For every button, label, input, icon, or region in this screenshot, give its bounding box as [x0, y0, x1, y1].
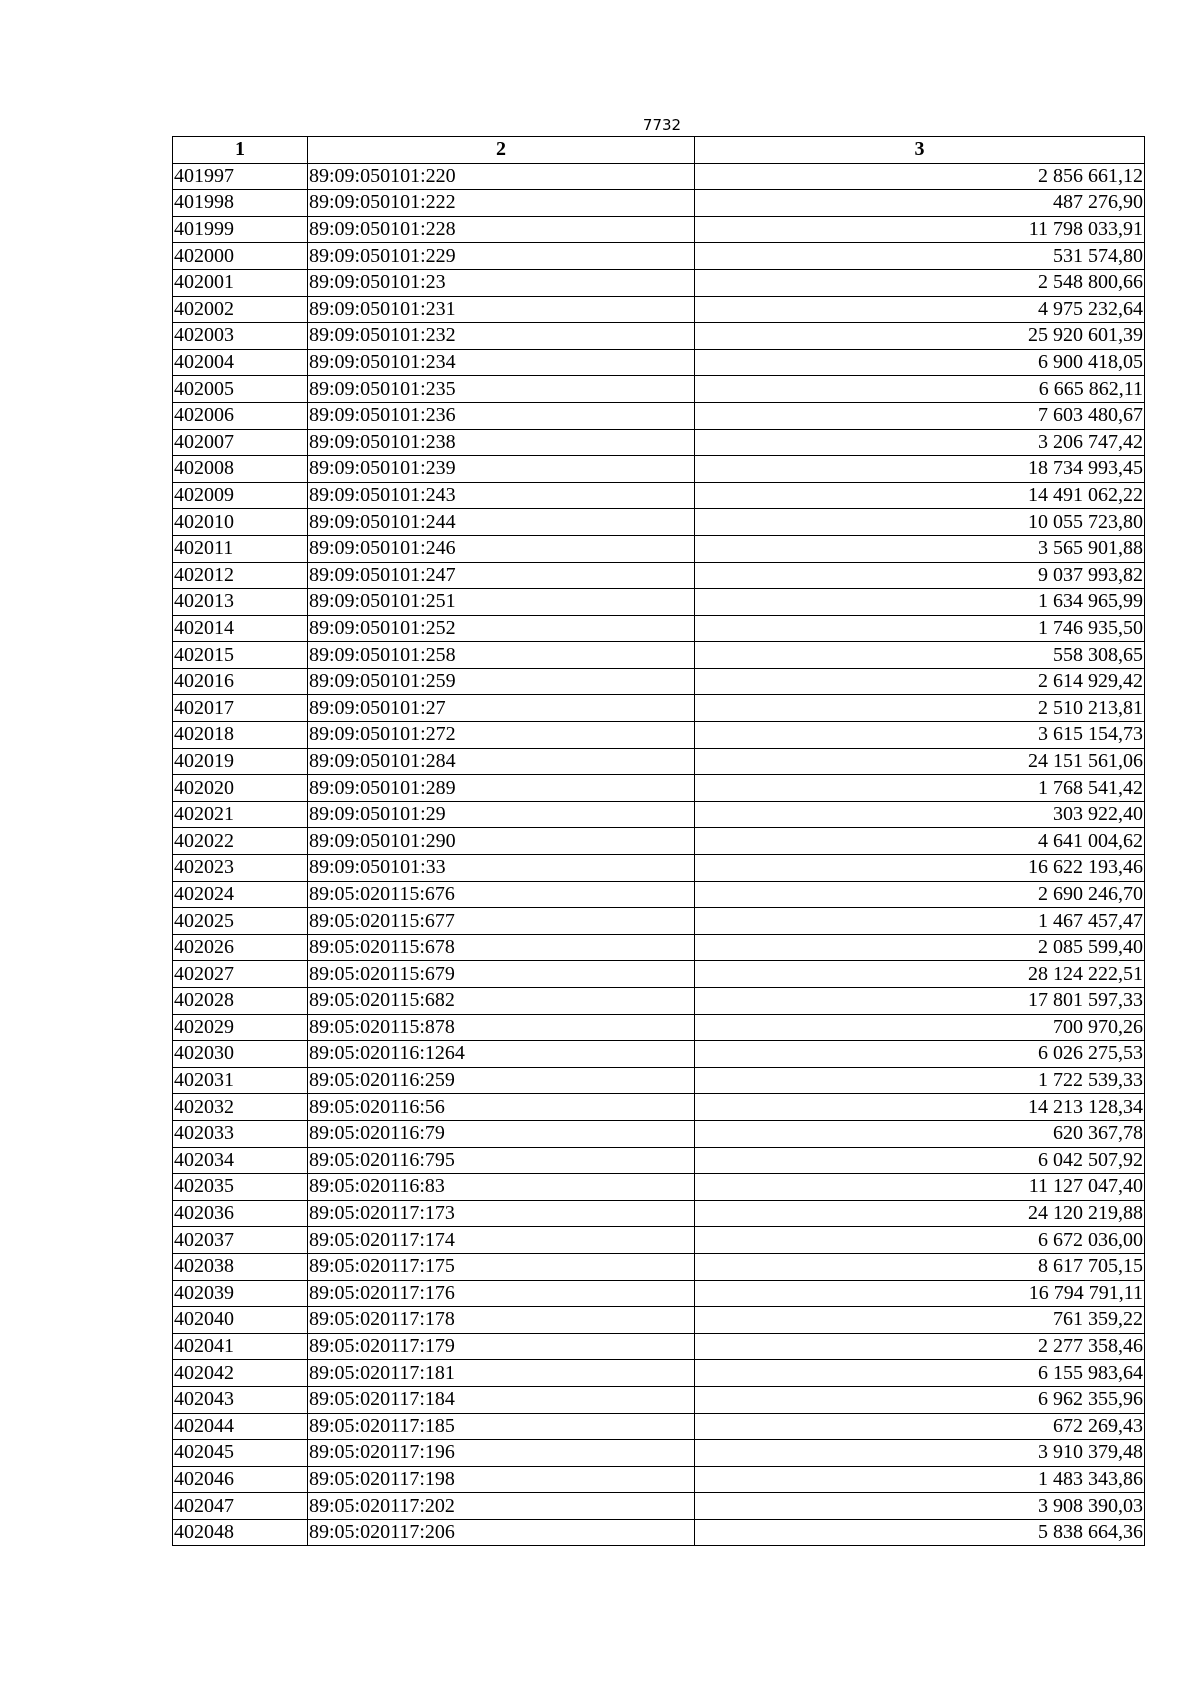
cadastral-number-cell: 89:05:020116:83 — [308, 1174, 695, 1201]
value-cell: 2 856 661,12 — [695, 163, 1145, 190]
row-number-cell: 402047 — [173, 1493, 308, 1520]
row-number-cell: 402000 — [173, 243, 308, 270]
row-number-cell: 402027 — [173, 961, 308, 988]
row-number-cell: 402008 — [173, 456, 308, 483]
value-cell: 2 085 599,40 — [695, 934, 1145, 961]
cadastral-number-cell: 89:05:020115:682 — [308, 988, 695, 1015]
table-row — [173, 456, 1145, 483]
cadastral-number-cell: 89:09:050101:235 — [308, 376, 695, 403]
row-number-cell: 402031 — [173, 1067, 308, 1094]
row-number-cell: 402041 — [173, 1333, 308, 1360]
row-number-cell: 402025 — [173, 908, 308, 935]
value-cell: 24 120 219,88 — [695, 1200, 1145, 1227]
table-row — [173, 855, 1145, 882]
value-cell: 1 467 457,47 — [695, 908, 1145, 935]
cadastral-number-cell: 89:09:050101:284 — [308, 748, 695, 775]
table-row — [173, 243, 1145, 270]
table-row — [173, 1014, 1145, 1041]
row-number-cell: 402043 — [173, 1386, 308, 1413]
cadastral-number-cell: 89:09:050101:290 — [308, 828, 695, 855]
data-table — [172, 136, 1145, 1546]
table-row — [173, 402, 1145, 429]
table-row — [173, 1440, 1145, 1467]
cadastral-number-cell: 89:05:020116:56 — [308, 1094, 695, 1121]
row-number-cell: 402014 — [173, 615, 308, 642]
value-cell: 3 206 747,42 — [695, 429, 1145, 456]
cadastral-number-cell: 89:05:020117:202 — [308, 1493, 695, 1520]
row-number-cell: 401997 — [173, 163, 308, 190]
value-cell: 14 213 128,34 — [695, 1094, 1145, 1121]
value-cell: 6 900 418,05 — [695, 349, 1145, 376]
table-row — [173, 1493, 1145, 1520]
table-row — [173, 296, 1145, 323]
row-number-cell: 402039 — [173, 1280, 308, 1307]
row-number-cell: 402018 — [173, 722, 308, 749]
row-number-cell: 401998 — [173, 190, 308, 217]
table-row — [173, 988, 1145, 1015]
value-cell: 2 690 246,70 — [695, 881, 1145, 908]
cadastral-number-cell: 89:09:050101:244 — [308, 509, 695, 536]
cadastral-number-cell: 89:09:050101:231 — [308, 296, 695, 323]
cadastral-number-cell: 89:09:050101:236 — [308, 402, 695, 429]
table-row — [173, 323, 1145, 350]
row-number-cell: 402007 — [173, 429, 308, 456]
table-row — [173, 1094, 1145, 1121]
cadastral-number-cell: 89:05:020117:174 — [308, 1227, 695, 1254]
row-number-cell: 402016 — [173, 668, 308, 695]
value-cell: 5 838 664,36 — [695, 1519, 1145, 1546]
cadastral-number-cell: 89:09:050101:252 — [308, 615, 695, 642]
table-row — [173, 190, 1145, 217]
table-row — [173, 615, 1145, 642]
value-cell: 487 276,90 — [695, 190, 1145, 217]
table-body — [173, 163, 1145, 1546]
row-number-cell: 402024 — [173, 881, 308, 908]
column-header-3: 3 — [695, 137, 1145, 164]
cadastral-number-cell: 89:09:050101:289 — [308, 775, 695, 802]
row-number-cell: 402009 — [173, 482, 308, 509]
table-row — [173, 429, 1145, 456]
row-number-cell: 402046 — [173, 1466, 308, 1493]
table-row — [173, 828, 1145, 855]
table-row — [173, 376, 1145, 403]
table-row — [173, 1386, 1145, 1413]
cadastral-number-cell: 89:05:020115:878 — [308, 1014, 695, 1041]
value-cell: 16 622 193,46 — [695, 855, 1145, 882]
value-cell: 14 491 062,22 — [695, 482, 1145, 509]
cadastral-number-cell: 89:09:050101:259 — [308, 668, 695, 695]
value-cell: 7 603 480,67 — [695, 402, 1145, 429]
table-row — [173, 535, 1145, 562]
value-cell: 4 975 232,64 — [695, 296, 1145, 323]
row-number-cell: 402045 — [173, 1440, 308, 1467]
table-row — [173, 881, 1145, 908]
cadastral-number-cell: 89:05:020117:173 — [308, 1200, 695, 1227]
cadastral-number-cell: 89:09:050101:234 — [308, 349, 695, 376]
value-cell: 6 026 275,53 — [695, 1041, 1145, 1068]
table-row — [173, 1360, 1145, 1387]
row-number-cell: 402019 — [173, 748, 308, 775]
page-number: 7732 — [642, 116, 682, 134]
value-cell: 2 510 213,81 — [695, 695, 1145, 722]
table-row — [173, 509, 1145, 536]
row-number-cell: 402017 — [173, 695, 308, 722]
value-cell: 3 910 379,48 — [695, 1440, 1145, 1467]
value-cell: 303 922,40 — [695, 801, 1145, 828]
value-cell: 672 269,43 — [695, 1413, 1145, 1440]
row-number-cell: 402023 — [173, 855, 308, 882]
cadastral-number-cell: 89:09:050101:27 — [308, 695, 695, 722]
table-row — [173, 589, 1145, 616]
value-cell: 6 155 983,64 — [695, 1360, 1145, 1387]
row-number-cell: 402038 — [173, 1253, 308, 1280]
row-number-cell: 402006 — [173, 402, 308, 429]
value-cell: 25 920 601,39 — [695, 323, 1145, 350]
cadastral-number-cell: 89:09:050101:222 — [308, 190, 695, 217]
cadastral-number-cell: 89:05:020117:185 — [308, 1413, 695, 1440]
cadastral-number-cell: 89:05:020117:198 — [308, 1466, 695, 1493]
value-cell: 2 614 929,42 — [695, 668, 1145, 695]
table-row — [173, 775, 1145, 802]
table-row — [173, 934, 1145, 961]
cadastral-number-cell: 89:05:020117:175 — [308, 1253, 695, 1280]
value-cell: 1 634 965,99 — [695, 589, 1145, 616]
value-cell: 18 734 993,45 — [695, 456, 1145, 483]
table-row — [173, 1147, 1145, 1174]
cadastral-number-cell: 89:09:050101:33 — [308, 855, 695, 882]
table-row — [173, 1307, 1145, 1334]
row-number-cell: 402030 — [173, 1041, 308, 1068]
cadastral-number-cell: 89:05:020116:79 — [308, 1120, 695, 1147]
row-number-cell: 402003 — [173, 323, 308, 350]
row-number-cell: 402010 — [173, 509, 308, 536]
value-cell: 10 055 723,80 — [695, 509, 1145, 536]
value-cell: 531 574,80 — [695, 243, 1145, 270]
row-number-cell: 402040 — [173, 1307, 308, 1334]
value-cell: 6 665 862,11 — [695, 376, 1145, 403]
table-row — [173, 1253, 1145, 1280]
table-row — [173, 482, 1145, 509]
value-cell: 16 794 791,11 — [695, 1280, 1145, 1307]
table-row — [173, 722, 1145, 749]
table-row — [173, 216, 1145, 243]
row-number-cell: 402044 — [173, 1413, 308, 1440]
table-row — [173, 695, 1145, 722]
value-cell: 24 151 561,06 — [695, 748, 1145, 775]
row-number-cell: 402037 — [173, 1227, 308, 1254]
row-number-cell: 401999 — [173, 216, 308, 243]
value-cell: 2 277 358,46 — [695, 1333, 1145, 1360]
value-cell: 3 565 901,88 — [695, 535, 1145, 562]
row-number-cell: 402012 — [173, 562, 308, 589]
cadastral-number-cell: 89:09:050101:229 — [308, 243, 695, 270]
cadastral-number-cell: 89:09:050101:251 — [308, 589, 695, 616]
row-number-cell: 402036 — [173, 1200, 308, 1227]
value-cell: 9 037 993,82 — [695, 562, 1145, 589]
value-cell: 1 768 541,42 — [695, 775, 1145, 802]
row-number-cell: 402021 — [173, 801, 308, 828]
row-number-cell: 402032 — [173, 1094, 308, 1121]
cadastral-number-cell: 89:05:020115:678 — [308, 934, 695, 961]
value-cell: 4 641 004,62 — [695, 828, 1145, 855]
cadastral-number-cell: 89:09:050101:239 — [308, 456, 695, 483]
row-number-cell: 402022 — [173, 828, 308, 855]
value-cell: 6 672 036,00 — [695, 1227, 1145, 1254]
table-row — [173, 163, 1145, 190]
row-number-cell: 402011 — [173, 535, 308, 562]
table-row — [173, 908, 1145, 935]
header-row — [173, 137, 1145, 164]
value-cell: 17 801 597,33 — [695, 988, 1145, 1015]
cadastral-number-cell: 89:05:020117:196 — [308, 1440, 695, 1467]
row-number-cell: 402042 — [173, 1360, 308, 1387]
value-cell: 3 615 154,73 — [695, 722, 1145, 749]
table-row — [173, 1413, 1145, 1440]
row-number-cell: 402001 — [173, 269, 308, 296]
table-row — [173, 1200, 1145, 1227]
value-cell: 6 042 507,92 — [695, 1147, 1145, 1174]
row-number-cell: 402034 — [173, 1147, 308, 1174]
table-row — [173, 1041, 1145, 1068]
row-number-cell: 402013 — [173, 589, 308, 616]
cadastral-number-cell: 89:05:020116:1264 — [308, 1041, 695, 1068]
table-header — [173, 137, 1145, 164]
table-row — [173, 1333, 1145, 1360]
cadastral-number-cell: 89:09:050101:228 — [308, 216, 695, 243]
value-cell: 11 127 047,40 — [695, 1174, 1145, 1201]
row-number-cell: 402028 — [173, 988, 308, 1015]
value-cell: 1 722 539,33 — [695, 1067, 1145, 1094]
table-row — [173, 1067, 1145, 1094]
column-header-2: 2 — [308, 137, 695, 164]
row-number-cell: 402029 — [173, 1014, 308, 1041]
row-number-cell: 402020 — [173, 775, 308, 802]
cadastral-number-cell: 89:09:050101:232 — [308, 323, 695, 350]
value-cell: 620 367,78 — [695, 1120, 1145, 1147]
table-row — [173, 748, 1145, 775]
cadastral-number-cell: 89:05:020115:679 — [308, 961, 695, 988]
cadastral-number-cell: 89:05:020115:676 — [308, 881, 695, 908]
row-number-cell: 402015 — [173, 642, 308, 669]
table-row — [173, 642, 1145, 669]
table-row — [173, 1466, 1145, 1493]
value-cell: 761 359,22 — [695, 1307, 1145, 1334]
cadastral-number-cell: 89:09:050101:243 — [308, 482, 695, 509]
cadastral-number-cell: 89:09:050101:272 — [308, 722, 695, 749]
row-number-cell: 402033 — [173, 1120, 308, 1147]
cadastral-number-cell: 89:09:050101:23 — [308, 269, 695, 296]
value-cell: 1 483 343,86 — [695, 1466, 1145, 1493]
cadastral-number-cell: 89:09:050101:220 — [308, 163, 695, 190]
cadastral-number-cell: 89:05:020117:206 — [308, 1519, 695, 1546]
value-cell: 6 962 355,96 — [695, 1386, 1145, 1413]
row-number-cell: 402048 — [173, 1519, 308, 1546]
table-row — [173, 668, 1145, 695]
cadastral-number-cell: 89:05:020117:181 — [308, 1360, 695, 1387]
cadastral-number-cell: 89:05:020117:184 — [308, 1386, 695, 1413]
table-row — [173, 1280, 1145, 1307]
row-number-cell: 402035 — [173, 1174, 308, 1201]
table-row — [173, 1120, 1145, 1147]
value-cell: 8 617 705,15 — [695, 1253, 1145, 1280]
table-row — [173, 1519, 1145, 1546]
row-number-cell: 402026 — [173, 934, 308, 961]
cadastral-number-cell: 89:09:050101:246 — [308, 535, 695, 562]
value-cell: 11 798 033,91 — [695, 216, 1145, 243]
table-row — [173, 1227, 1145, 1254]
cadastral-number-cell: 89:05:020117:178 — [308, 1307, 695, 1334]
cadastral-number-cell: 89:09:050101:258 — [308, 642, 695, 669]
table-row — [173, 801, 1145, 828]
value-cell: 3 908 390,03 — [695, 1493, 1145, 1520]
cadastral-number-cell: 89:05:020116:259 — [308, 1067, 695, 1094]
value-cell: 28 124 222,51 — [695, 961, 1145, 988]
table-row — [173, 349, 1145, 376]
value-cell: 2 548 800,66 — [695, 269, 1145, 296]
cadastral-number-cell: 89:09:050101:247 — [308, 562, 695, 589]
table-row — [173, 961, 1145, 988]
cadastral-number-cell: 89:05:020115:677 — [308, 908, 695, 935]
table-row — [173, 562, 1145, 589]
row-number-cell: 402005 — [173, 376, 308, 403]
value-cell: 1 746 935,50 — [695, 615, 1145, 642]
cadastral-number-cell: 89:09:050101:29 — [308, 801, 695, 828]
cadastral-number-cell: 89:09:050101:238 — [308, 429, 695, 456]
value-cell: 558 308,65 — [695, 642, 1145, 669]
row-number-cell: 402004 — [173, 349, 308, 376]
cadastral-number-cell: 89:05:020117:176 — [308, 1280, 695, 1307]
table-row — [173, 1174, 1145, 1201]
row-number-cell: 402002 — [173, 296, 308, 323]
table-row — [173, 269, 1145, 296]
value-cell: 700 970,26 — [695, 1014, 1145, 1041]
cadastral-number-cell: 89:05:020117:179 — [308, 1333, 695, 1360]
cadastral-number-cell: 89:05:020116:795 — [308, 1147, 695, 1174]
column-header-1: 1 — [173, 137, 308, 164]
